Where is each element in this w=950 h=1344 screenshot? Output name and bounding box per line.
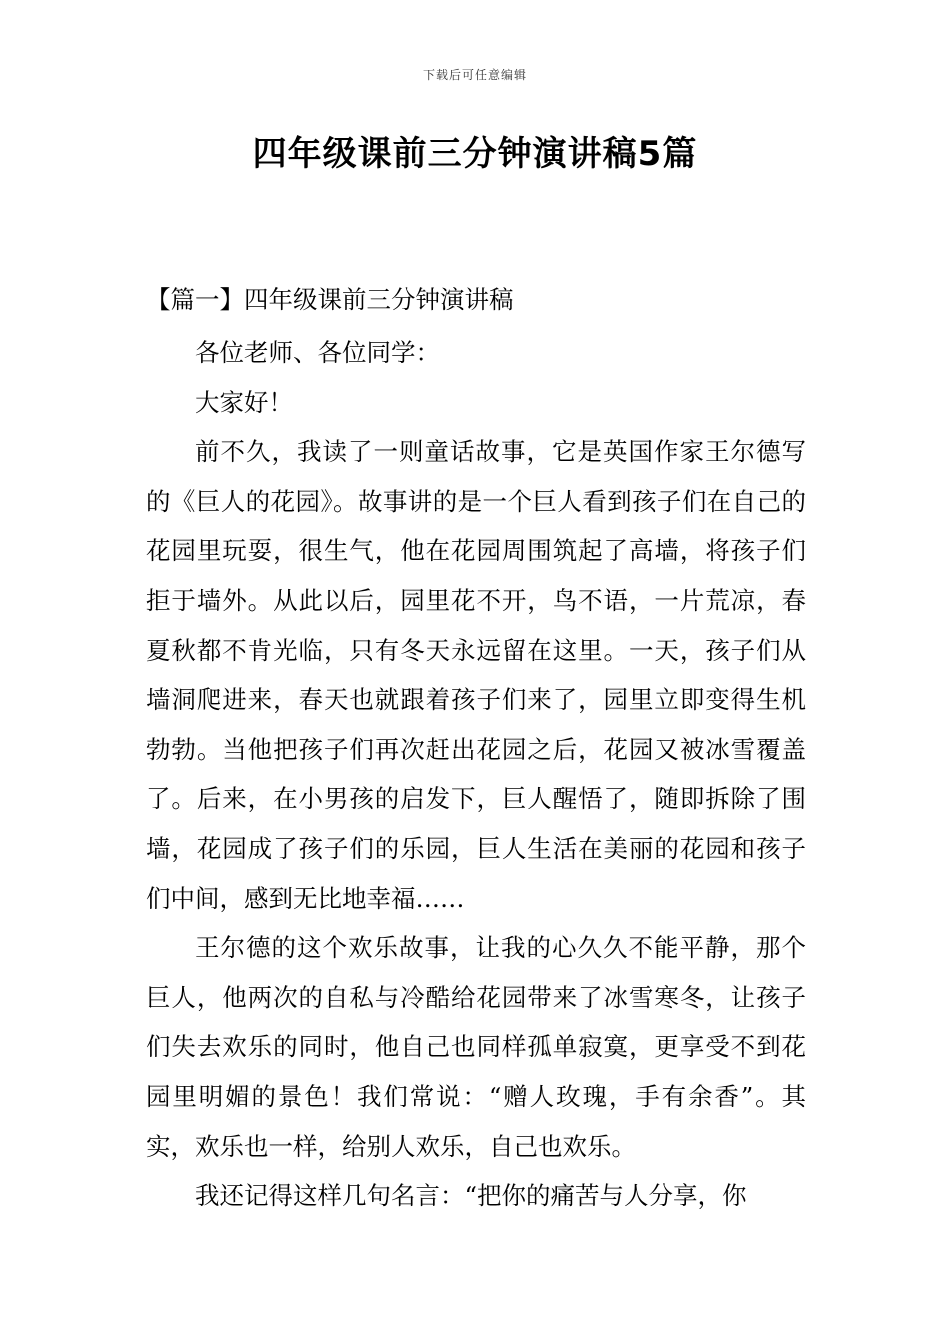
document-body — [146, 280, 806, 1221]
paragraph-story: 前不久，我读了一则童话故事，它是英国作家王尔德写的《巨人的花园》。故事讲的是一个巨人看到孩子们在自己的花园里玩耍，很生气，他在花园周围筑起了高墙，将孩子们拒于墙外。从此以后，园里花不开，鸟不语，一片荒凉，春夏秋都不肯光临，只有冬天永远留在这里。一天，孩子们从墙洞爬进来，春天也就跟着孩子们来了，园里立即变得生机勃勃。当他把孩子们再次赶出花园之后，花园又被冰雪覆盖了。后来，在小男孩的启发下，巨人醒悟了，随即拆除了围墙，花园成了孩子们的乐园，巨人生活在美丽的花园和孩子们中间，感到无比地幸福…… — [146, 437, 806, 913]
section-heading: 【篇一】四年级课前三分钟演讲稿 — [146, 285, 514, 314]
paragraph-salutation: 各位老师、各位同学： — [195, 338, 440, 367]
paragraph-quote: 我还记得这样几句名言：“把你的痛苦与人分享，你 — [195, 1181, 747, 1211]
paragraph-greeting: 大家好！ — [195, 387, 293, 417]
document-title: 四年级课前三分钟演讲稿5篇 — [252, 134, 698, 174]
paragraph-reflection: 王尔德的这个欢乐故事，让我的心久久不能平静，那个巨人，他两次的自私与冷酷给花园带来了冰雪寒冬，让孩子们失去欢乐的同时，他自己也同样孤单寂寞，更享受不到花园里明媚的景色！我们常说：“赠人玫瑰，手有余香”。其实，欢乐也一样，给别人欢乐，自己也欢乐。 — [146, 933, 806, 1161]
header-note: 下载后可任意编辑 — [422, 68, 527, 82]
